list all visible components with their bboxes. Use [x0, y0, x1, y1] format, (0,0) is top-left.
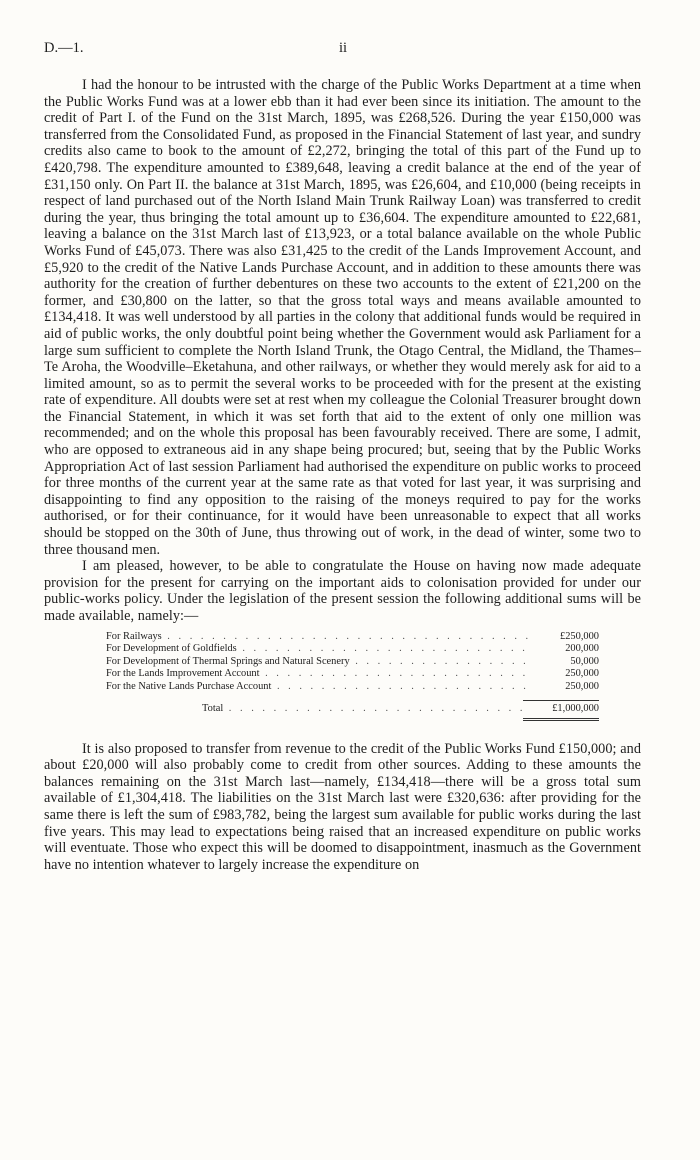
schedule-row — [106, 631, 599, 644]
schedule-item-amount: 200,000 — [565, 643, 599, 655]
schedule-total-amount: £1,000,000 — [523, 700, 599, 721]
schedule-total-row — [106, 700, 599, 721]
schedule-item-amount: 250,000 — [565, 668, 599, 680]
page-header — [44, 40, 642, 60]
schedule-item-amount: 50,000 — [570, 655, 599, 667]
schedule-item-amount: 250,000 — [565, 680, 599, 692]
schedule-item-label: For Railways . . . — [106, 631, 529, 644]
schedule-row — [106, 668, 599, 681]
schedule-row — [106, 643, 599, 656]
body-text — [44, 77, 641, 873]
paragraph-public-works-fund: I had the honour to be intrusted with the charge of the Public Works Department at a time when the Public Works Fund was at a lower ebb than it had ever been since its initiation. The amount to the credit of Part I. of the Fund on the 31st March, 1895, was £268,526. During the year £150,000 was transferred from the Consolidated Fund, as proposed in the Financial Statement of last year, and sundry credits also came to book to the amount of £2,272, bringing the total of this part of the Fund up to £420,798. The expenditure amounted to £389,648, leaving a credit balance at the end of the year of £31,150 only. On Part II. the balance at 31st March, 1895, was £26,604, and £10,000 (being receipts in respect of land purchased out of the North Island Main Trunk Railway Loan) was transferred to credit during the year, thus bringing the total amount up to £36,604. The expenditure amounted to £22,681, leaving a balance on the 31st March last of £13,923, or a total balance available on the whole Public Works Fund of £45,073. There was also £31,425 to the credit of the Lands Improvement Account, and £5,920 to the credit of the Native Lands Purchase Account, and in addition to these amounts there was authority for the creation of further debentures on these two accounts to the extent of £21,200 on the former, and £30,800 on the latter, so that the gross total ways and means available amounted to £134,418. It was well understood by all parties in the colony that additional funds would be required in aid of public works, the only doubtful point being whether the Government would ask Parliament for a large sum sufficient to complete the North Island Trunk, the Otago Central, the Midland, the Thames–Te Aroha, the Woodville–Eketahuna, and other railways, or whether they would merely ask for aid to a limited amount, so as to permit the several works to be proceeded with for the present at the existing rate of expenditure. All doubts were set at rest when my colleague the Colonial Treasurer brought down the Financial Statement, in which it was set forth that aid to the extent of only one million was recommended; and on the whole this proposal has been favourably received. There are some, I admit, who are opposed to extraneous aid in any shape being procured; but, seeing that by the Public Works Appropriation Act of last session Parliament had authorised the expenditure on public works to proceed for three months of the current year at the same rate as that voted for last year, it was surprising and disappointing to find any opposition to the raising of the moneys required to pay for the works authorised, or for their continuance, for it would have been unreasonable to expect that all works should be stopped on the 30th of June, thus throwing out of work, in the dead of winter, some two to three thousand men. — [44, 77, 641, 558]
schedule-item-label: For the Lands Improvement Account . . . — [106, 668, 529, 681]
schedule-table — [106, 631, 599, 721]
document-code: D.—1. — [44, 40, 84, 56]
page-number: ii — [338, 40, 348, 56]
schedule-item-amount: £250,000 — [560, 630, 599, 642]
schedule-row — [106, 681, 599, 694]
paragraph-additional-provision: I am pleased, however, to be able to congratulate the House on having now made adequate provision for the present for carrying on the important aids to colonisation provided for under our public-works policy. Under the legislation of the present session the following additional sums will be made available, namely:— — [44, 558, 641, 624]
schedule-item-label: For Development of Goldfields . . . — [106, 643, 529, 656]
schedule-item-label: For the Native Lands Purchase Account . . . — [106, 681, 529, 694]
schedule-item-label: For Development of Thermal Springs and Natural Scenery . . . — [106, 656, 529, 669]
schedule-row — [106, 656, 599, 669]
paragraph-revenue-transfer: It is also proposed to transfer from revenue to the credit of the Public Works Fund £150,000; and about £20,000 will also probably come to credit from other sources. Adding to these amounts the balances remaining on the 31st March last—namely, £134,418—there will be a gross total sum available of £1,304,418. The liabilities on the 31st March last were £320,636: after providing for the same there is left the sum of £983,782, being the largest sum available for public works during the last five years. This may lead to expectations being raised that an increased expenditure on public works will eventuate. Those who expect this will be doomed to disappointment, inasmuch as the Government have no intention whatever to largely increase the expenditure on — [44, 740, 641, 873]
schedule-total-label: Total . . . — [106, 703, 523, 716]
